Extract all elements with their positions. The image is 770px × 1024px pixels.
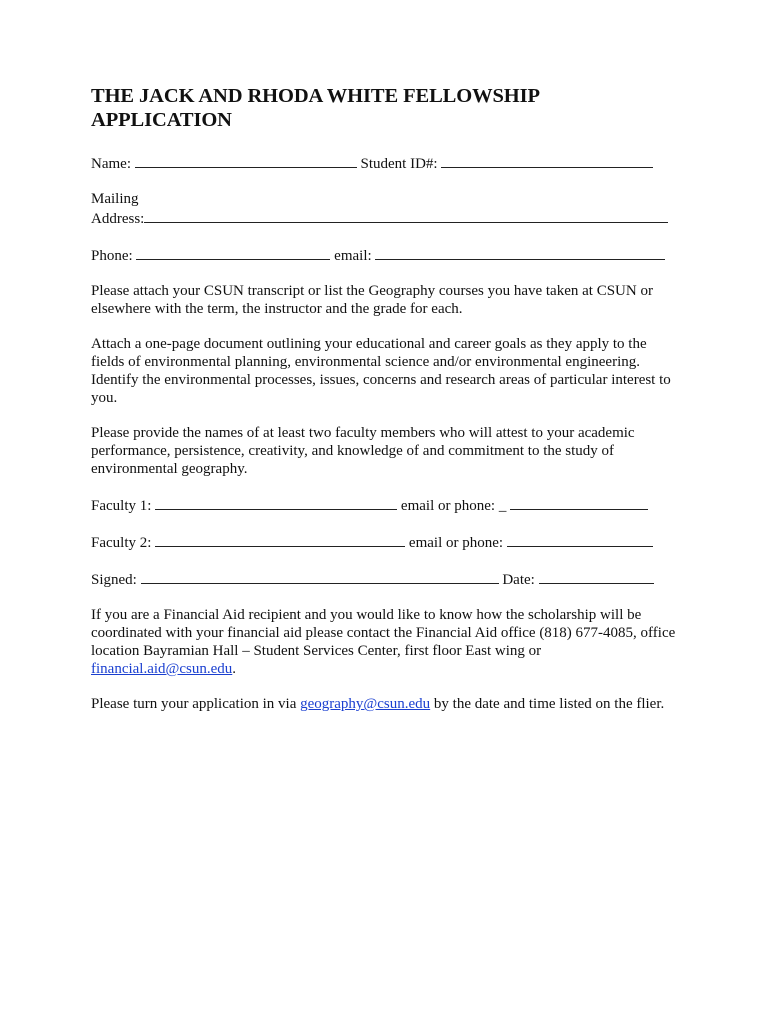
title-line-2: APPLICATION <box>91 109 232 131</box>
faculty-1-row <box>91 495 681 515</box>
faculty-2-contact-label: email or phone: <box>408 535 504 551</box>
address-row <box>91 208 681 228</box>
faculty-2-row <box>91 532 681 552</box>
student-id-label: Student ID#: <box>360 156 438 172</box>
name-label: Name: <box>91 156 131 172</box>
form-title <box>91 84 681 132</box>
student-id-field[interactable] <box>441 153 653 168</box>
faculty-1-contact-label: email or phone: <box>400 498 496 514</box>
document-instructions: Attach a one-page document outlining your educational and career goals as they apply to the fields of environmental planning, environmental science and/or environmental engineering. Identify the environmental processes, issues, concerns and research areas of particular interest to you. <box>91 336 671 406</box>
faculty-1-label: Faculty 1: <box>91 498 152 514</box>
faculty-2-field[interactable] <box>155 532 405 547</box>
phone-label: Phone: <box>91 248 133 264</box>
name-field[interactable] <box>135 153 357 168</box>
faculty-2-label: Faculty 2: <box>91 535 152 551</box>
phone-field[interactable] <box>136 245 330 260</box>
geography-email-link[interactable]: geography@csun.edu <box>300 696 431 712</box>
faculty-1-field[interactable] <box>155 495 397 510</box>
email-label: email: <box>334 248 372 264</box>
financial-aid-paragraph <box>91 606 681 678</box>
address-label: Address: <box>91 211 145 227</box>
faculty-instructions: Please provide the names of at least two faculty members who will attest to your academic performance, persistence, creativity, and knowledge of and commitment to the study of environmental geography. <box>91 425 635 477</box>
financial-aid-text: If you are a Financial Aid recipient and you would like to know how the scholarship will be coordinated with your financial aid please contact the Financial Aid office (818) 677-4085, office location Bayramian Hall – Student Services Center, first floor East wing or <box>91 607 676 659</box>
faculty-1-contact-field[interactable] <box>510 495 648 510</box>
faculty-2-contact-field[interactable] <box>507 532 653 547</box>
phone-row <box>91 245 681 265</box>
title-line-1: THE JACK AND RHODA WHITE FELLOWSHIP <box>91 85 540 107</box>
name-row <box>91 153 681 173</box>
turn-in-paragraph <box>91 695 681 713</box>
email-field[interactable] <box>375 245 665 260</box>
signature-field[interactable] <box>141 569 499 584</box>
address-field[interactable] <box>144 208 668 223</box>
financial-aid-end: . <box>232 661 237 677</box>
signature-row <box>91 569 681 589</box>
financial-aid-email-link[interactable]: financial.aid@csun.edu <box>91 661 233 677</box>
mailing-label: Mailing <box>91 191 139 207</box>
date-label: Date: <box>502 572 535 588</box>
application-form <box>91 84 681 713</box>
date-field[interactable] <box>539 569 654 584</box>
transcript-instructions: Please attach your CSUN transcript or list the Geography courses you have taken at CSUN or elsewhere with the term, the instructor and the grade for each. <box>91 283 653 317</box>
turn-in-text: Please turn your application in via <box>91 696 297 712</box>
faculty-1-contact-prefix: _ <box>498 498 507 514</box>
signed-label: Signed: <box>91 572 137 588</box>
turn-in-end: by the date and time listed on the flier. <box>433 696 665 712</box>
